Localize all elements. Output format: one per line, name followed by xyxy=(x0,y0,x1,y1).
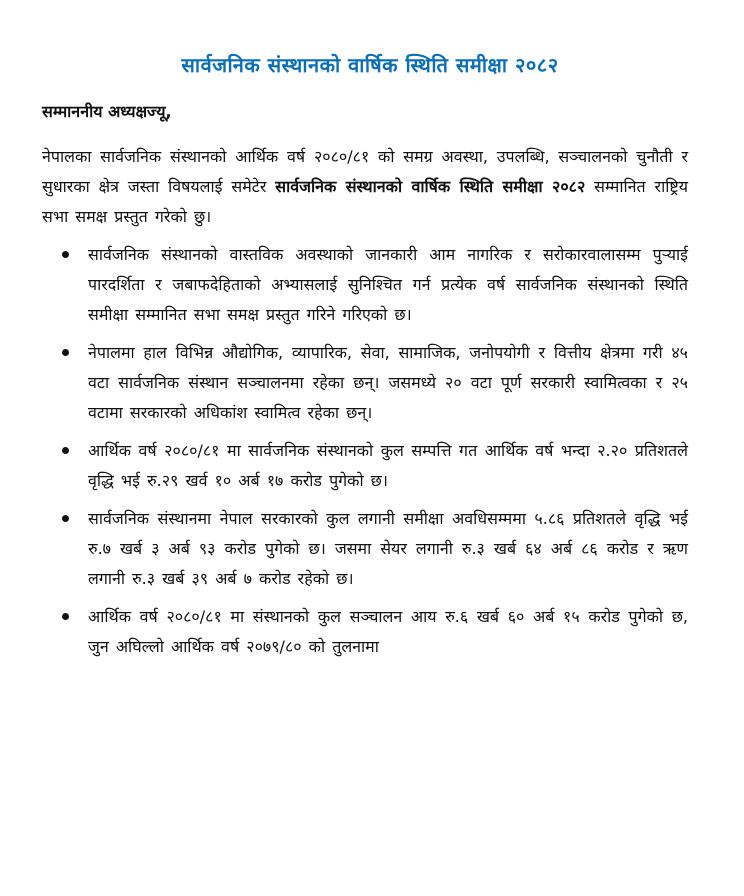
document-page xyxy=(0,52,744,896)
bullet-icon xyxy=(62,349,69,356)
bullet-icon xyxy=(62,251,69,258)
list-item xyxy=(88,240,688,330)
intro-text-part2: सम्मानित राष्ट्रिय सभा समक्ष प्रस्तुत गरेको छु। xyxy=(42,177,688,226)
bullet-icon xyxy=(62,613,69,620)
document-title: सार्वजनिक संस्थानको वार्षिक स्थिति समीक्षा २०८२ xyxy=(181,53,559,77)
bullet-icon xyxy=(62,515,69,522)
bullet-icon xyxy=(62,447,69,454)
bullet-list xyxy=(42,240,688,662)
list-item xyxy=(88,504,688,594)
list-item xyxy=(88,338,688,428)
intro-paragraph xyxy=(42,142,688,232)
list-item xyxy=(88,602,688,662)
list-item-text: आर्थिक वर्ष २०८०/८१ मा सार्वजनिक संस्थानको कुल सम्पत्ति गत आर्थिक वर्ष भन्दा २.२० प्रतिशतले वृद्धि भई रु.२९ खर्व १० अर्ब १७ करोड पुगेको छ। xyxy=(88,441,688,490)
list-item-text: सार्वजनिक संस्थानको वास्तविक अवस्थाको जानकारी आम नागरिक र सरोकारवालासम्म पुर्‍याई पारदर्शिता र जबाफदेहिताको अभ्यासलाई सुनिश्चित गर्न प्रत्येक वर्ष सार्वजनिक संस्थानको स्थिति समीक्षा सम्मानित सभा समक्ष प्रस्तुत गरिने गरिएको छ। xyxy=(88,245,688,324)
intro-text-part1: नेपालका सार्वजनिक संस्थानको आर्थिक वर्ष २०८०/८१ को समग्र अवस्था, उपलब्धि, सञ्चालनको चुनौती र सुधारका क्षेत्र जस्ता विषयलाई समेटेर xyxy=(42,147,688,196)
list-item-text: आर्थिक वर्ष २०८०/८१ मा संस्थानको कुल सञ्चालन आय रु.६ खर्ब ६० अर्ब १५ करोड पुगेको छ, जुन अघिल्लो आर्थिक वर्ष २०७९/८० को तुलनामा xyxy=(88,607,688,656)
list-item-text: नेपालमा हाल विभिन्न औद्योगिक, व्यापारिक, सेवा, सामाजिक, जनोपयोगी र वित्तीय क्षेत्रमा गरी ४५ वटा सार्वजनिक संस्थान सञ्चालनमा रहेका छन्। जसमध्ये २० वटा पूर्ण सरकारी स्वामित्वका र २५ वटामा सरकारको अधिकांश स्वामित्व रहेका छन्। xyxy=(88,343,688,422)
list-item-text: सार्वजनिक संस्थानमा नेपाल सरकारको कुल लगानी समीक्षा अवधिसम्ममा ५.८६ प्रतिशतले वृद्धि भई रु.७ खर्ब ३ अर्ब ९३ करोड पुगेको छ। जसमा सेयर लगानी रु.३ खर्ब ६४ अर्ब ८६ करोड र ऋण लगानी रु.३ खर्ब ३९ अर्ब ७ करोड रहेको छ। xyxy=(88,509,688,588)
salutation: सम्माननीय अध्यक्षज्यू, xyxy=(42,102,172,121)
intro-bold-title: सार्वजनिक संस्थानको वार्षिक स्थिति समीक्षा २०८२ xyxy=(275,177,586,196)
list-item xyxy=(88,436,688,496)
